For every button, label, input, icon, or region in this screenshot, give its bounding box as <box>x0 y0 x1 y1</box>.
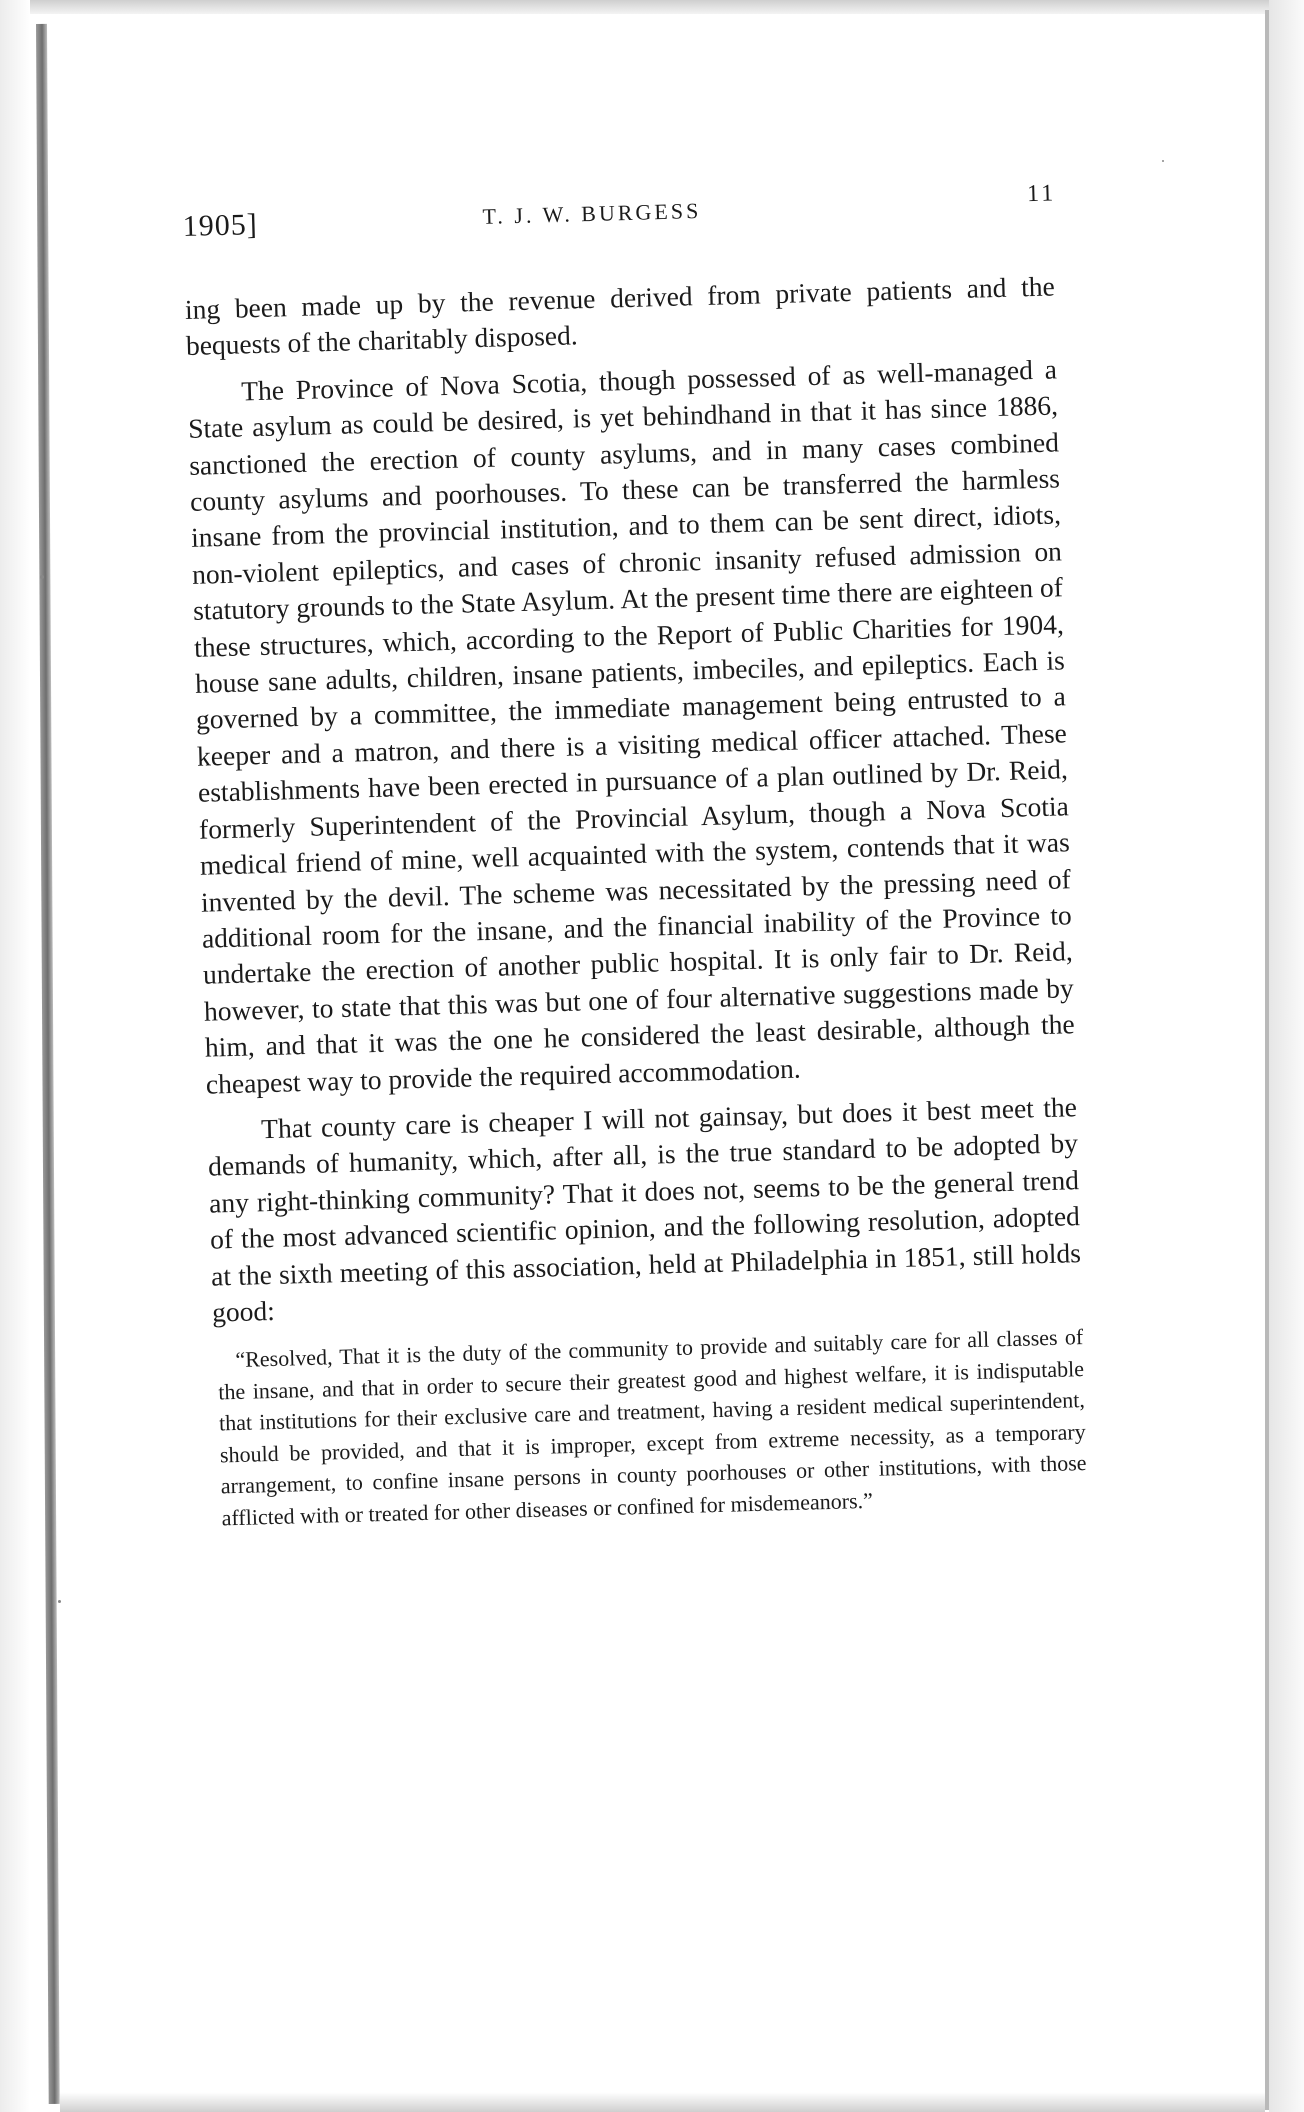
block-quote-resolution <box>213 1321 1088 1533</box>
page-top-edge <box>0 0 1304 14</box>
header-year: 1905] <box>182 207 259 243</box>
paragraph-continuation: ing been made up by the revenue derived from private patients and the bequests of the charitably disposed. <box>184 270 1056 362</box>
scan-speck <box>58 1600 61 1603</box>
paragraph-county-care: That county care is cheaper I will not gainsay, but does it best meet the demands of humanity, which, after all, is the true standard to be adopted by any right-thinking community? That it does not, seems to be the general trend of the most advanced scientific opinion, and the following resolution, adopted at the sixth meeting of this association, held at Philadelphia in 1851, still holds good: <box>207 1091 1082 1328</box>
page-bottom-edge <box>60 2092 1265 2112</box>
paragraph-nova-scotia: The Province of Nova Scotia, though possessed of as well-managed a State asylum as could be desired, is yet behindhand in that it has since 1886, sanctioned the erection of county asylums, and in many cases combined county asylums and poorhouses. To these can be transferred the harmless insane from the provincial institution, and to them can be sent direct, idiots, non-violent epileptics, and cases of chronic insanity refused admission on statutory grounds to the State Asylum. At the present time there are eighteen of these structures, which, according to the Report of Public Charities for 1904, house sane adults, children, insane patients, imbeciles, and epileptics. Each is governed by a committee, the immediate management being entrusted to a keeper and a matron, and there is a visiting medical officer attached. These establishments have been erected in pursuance of a plan outlined by Dr. Reid, formerly Superintendent of the Provincial Asylum, though a Nova Scotia medical friend of mine, well acquainted with the system, contends that it was invented by the devil. The scheme was necessitated by the pressing need of additional room for the insane, and the financial inability of the Province to undertake the erection of another public hospital. It is only fair to Dr. Reid, however, to state that this was but one of four alternative suggestions made by him, and that it was the one he considered the least desirable, although the cheapest way to provide the required accommodation. <box>187 353 1076 1100</box>
quote-text: “Resolved, That it is the duty of the community to provide and suitably care for all classes of the insane, and that in order to secure their greatest good and highest welfare, it is indisputable that institutions for their exclusive care and treatment, having a resident medical superintendent, should be provided, and that it is improper, except from extreme necessity, as a temporary arrangement, to confine insane persons in county poorhouses or other institutions, with those afflicted with or treated for other diseases or confined for misdemeanors.” <box>217 1324 1087 1531</box>
scan-speck <box>40 575 44 579</box>
page-right-margin <box>1269 0 1304 2112</box>
page-left-edge <box>0 0 30 2112</box>
page-number: 11 <box>1026 180 1057 208</box>
running-header <box>182 176 1057 252</box>
binding-spine-shadow <box>36 24 60 2104</box>
scan-speck <box>1162 160 1164 162</box>
body-text <box>184 268 1082 1331</box>
header-author: T. J. W. BURGESS <box>482 197 702 229</box>
page-text-block <box>182 176 1088 1533</box>
